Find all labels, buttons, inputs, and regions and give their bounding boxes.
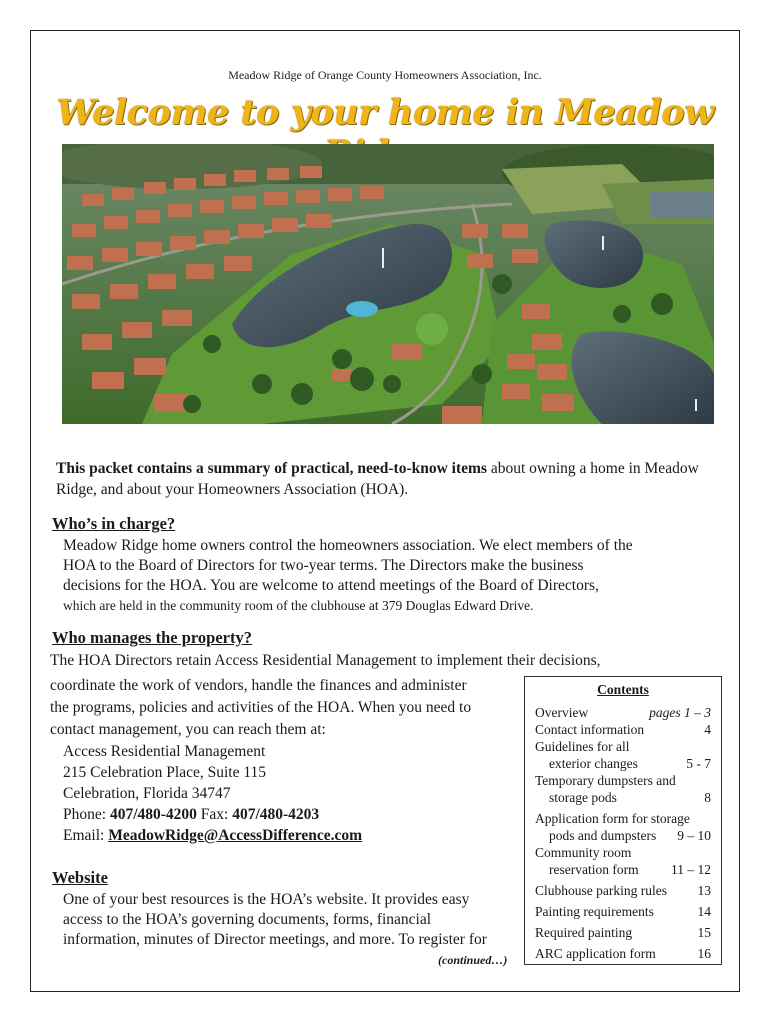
whos-in-charge-title: Who’s in charge bbox=[52, 514, 167, 533]
website-line: One of your best resources is the HOA’s website. It provides easy bbox=[63, 891, 470, 908]
contents-item bbox=[535, 924, 711, 941]
contents-item bbox=[535, 903, 711, 920]
contents-item-pages: 16 bbox=[697, 946, 711, 961]
contents-item-pages: pages 1 – 3 bbox=[649, 705, 711, 720]
whos-in-charge-line: HOA to the Board of Directors for two-year terms. The Directors make the business bbox=[63, 557, 584, 574]
contents-item-label: ARC application form bbox=[535, 946, 656, 961]
whos-in-charge-heading bbox=[52, 514, 175, 534]
contents-item bbox=[535, 861, 711, 878]
company-street: 215 Celebration Place, Suite 115 bbox=[63, 764, 267, 781]
who-manages-first-line: The HOA Directors retain Access Residential Management to implement their decisions, bbox=[50, 652, 601, 669]
contents-item-pages: 4 bbox=[704, 722, 711, 737]
who-manages-title: Who manages the property bbox=[52, 628, 244, 647]
contents-item-label: Application form for storage bbox=[535, 811, 690, 826]
contents-item-label: Guidelines for all bbox=[535, 739, 630, 754]
whos-in-charge-line: decisions for the HOA. You are welcome to attend meetings of the Board of Directors, bbox=[63, 577, 599, 594]
aerial-photo-illustration bbox=[62, 144, 714, 424]
association-name: Meadow Ridge of Orange County Homeowners Association, Inc. bbox=[228, 68, 542, 82]
who-manages-line: contact management, you can reach them at: bbox=[50, 721, 326, 738]
contents-item bbox=[535, 827, 711, 844]
contents-item-label: Temporary dumpsters and bbox=[535, 773, 676, 788]
continued-note: (continued…) bbox=[438, 953, 508, 967]
aerial-photo bbox=[62, 144, 714, 424]
website-line: information, minutes of Director meetings, and more. To register for bbox=[63, 931, 487, 948]
intro-rest: about owning a home in Meadow Ridge, and about your Homeowners Association (HOA). bbox=[56, 460, 699, 498]
contents-item bbox=[535, 789, 711, 806]
contents-box bbox=[524, 676, 722, 965]
contents-item-label: Community room bbox=[535, 845, 632, 860]
who-manages-body bbox=[50, 675, 520, 741]
website-heading: Website bbox=[52, 868, 108, 887]
contents-item-pages: 5 - 7 bbox=[686, 756, 711, 771]
website-line: access to the HOA’s governing documents, forms, financial bbox=[63, 911, 432, 928]
contents-item bbox=[535, 721, 711, 738]
whos-in-charge-line: Meadow Ridge home owners control the homeowners association. We elect members of the bbox=[63, 537, 633, 554]
contents-item bbox=[535, 738, 711, 755]
contact-block bbox=[63, 741, 523, 846]
contents-item-label: exterior changes bbox=[549, 756, 638, 771]
contents-item-pages: 15 bbox=[697, 925, 711, 940]
email-label: Email: bbox=[63, 827, 109, 844]
contents-item bbox=[535, 704, 711, 721]
contents-item-label: storage pods bbox=[549, 790, 617, 805]
contents-item bbox=[535, 810, 711, 827]
contents-item-label: reservation form bbox=[549, 862, 639, 877]
contents-item-label: Contact information bbox=[535, 722, 645, 737]
contents-item-label: Clubhouse parking rules bbox=[535, 883, 667, 898]
who-manages-line: coordinate the work of vendors, handle the finances and administer bbox=[50, 677, 467, 694]
contents-item-pages: 14 bbox=[697, 904, 711, 919]
contents-item-pages: 13 bbox=[697, 883, 711, 898]
who-manages-line: the programs, policies and activities of the HOA. When you need to bbox=[50, 699, 472, 716]
contents-item-pages: 9 – 10 bbox=[677, 828, 711, 843]
welcome-headline: Welcome to your home in Meadow bbox=[56, 92, 714, 133]
contents-list bbox=[535, 704, 711, 962]
email-line bbox=[63, 825, 523, 846]
who-manages-q: ? bbox=[243, 628, 252, 647]
website-body bbox=[63, 890, 523, 950]
whos-in-charge-q: ? bbox=[166, 514, 176, 533]
contents-item bbox=[535, 755, 711, 772]
company-city: Celebration, Florida 34747 bbox=[63, 785, 231, 802]
contents-item bbox=[535, 882, 711, 899]
contents-item-label: pods and dumpsters bbox=[549, 828, 657, 843]
whos-in-charge-body bbox=[63, 536, 723, 616]
contents-item-pages: 8 bbox=[704, 790, 711, 805]
phone-label: Phone: bbox=[63, 806, 110, 823]
contents-title: Contents bbox=[597, 682, 649, 697]
contents-item-label: Required painting bbox=[535, 925, 633, 940]
contents-item bbox=[535, 945, 711, 962]
contents-item-pages: 11 – 12 bbox=[671, 862, 711, 877]
contents-item-label: Overview bbox=[535, 705, 589, 720]
phone-number: 407/480-4200 bbox=[109, 806, 197, 823]
contents-item bbox=[535, 844, 711, 861]
fax-label: Fax: bbox=[196, 806, 233, 823]
email-link[interactable]: MeadowRidge@AccessDifference.com bbox=[108, 827, 363, 844]
who-manages-heading bbox=[52, 628, 252, 648]
intro-paragraph bbox=[56, 458, 716, 500]
contents-item-label: Painting requirements bbox=[535, 904, 654, 919]
company-name: Access Residential Management bbox=[63, 743, 266, 760]
fax-number: 407/480-4203 bbox=[232, 806, 320, 823]
whos-in-charge-line: which are held in the community room of the clubhouse at 379 Douglas Edward Drive. bbox=[63, 598, 534, 613]
phone-line bbox=[63, 804, 523, 825]
contents-item bbox=[535, 772, 711, 789]
intro-lead: This packet contains a summary of practical, need-to-know items bbox=[56, 460, 487, 477]
